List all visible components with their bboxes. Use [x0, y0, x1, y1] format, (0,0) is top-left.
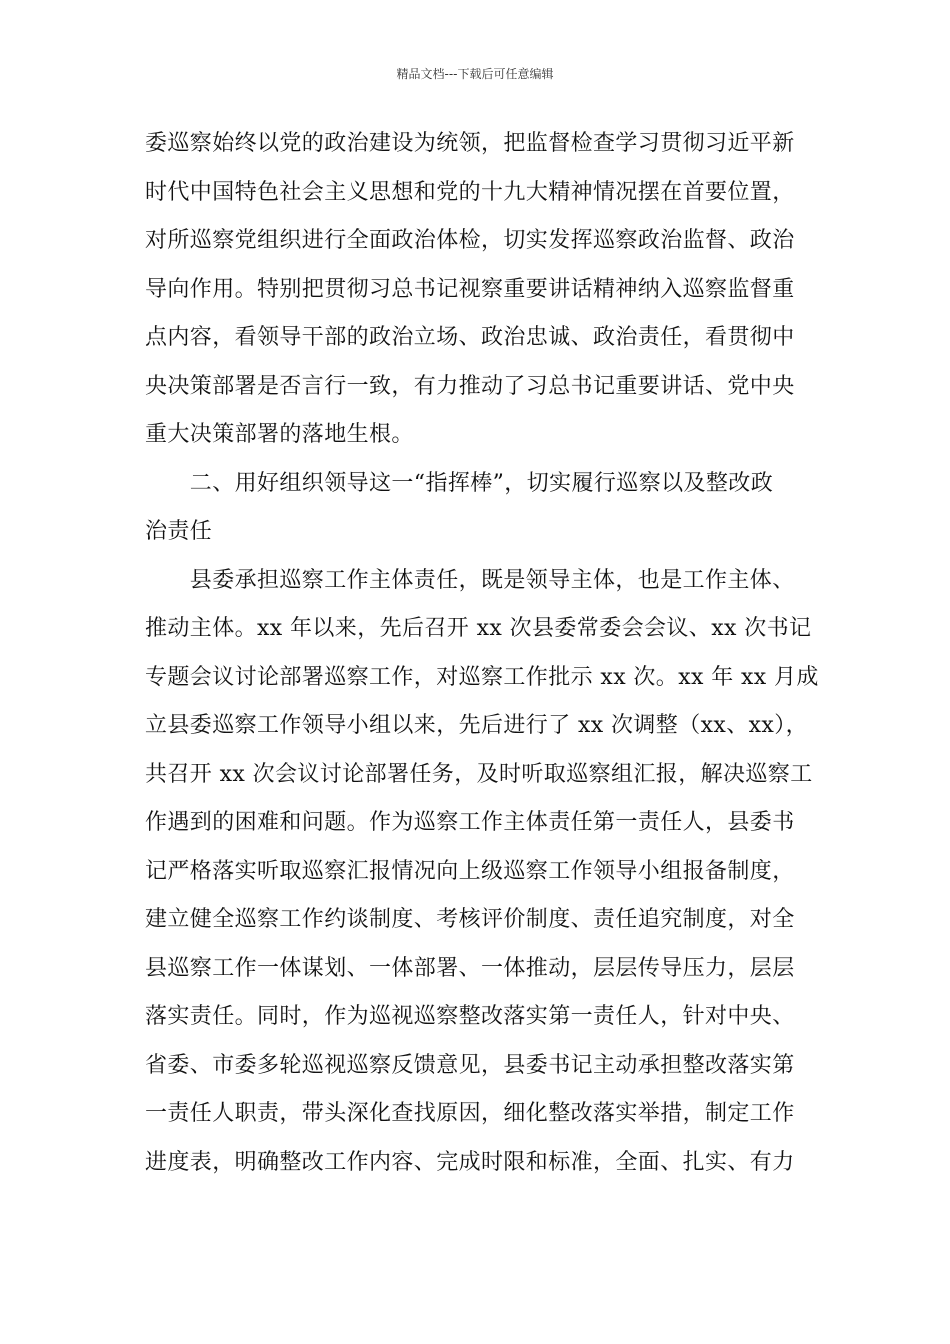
section-heading-line: 二、用好组织领导这一“指挥棒”，切实履行巡察以及整改政	[145, 470, 774, 496]
text-line: 落实责任。同时，作为巡视巡察整改落实第一责任人，针对中央、	[145, 1004, 795, 1029]
text-line: 点内容，看领导干部的政治立场、政治忠诚、政治责任，看贯彻中	[145, 325, 795, 350]
text-line: 专题会议讨论部署巡察工作，对巡察工作批示 xx 次。xx 年 xx 月成	[145, 664, 819, 690]
text-line: 对所巡察党组织进行全面政治体检，切实发挥巡察政治监督、政治	[145, 228, 795, 253]
text-line: 省委、市委多轮巡视巡察反馈意见，县委书记主动承担整改落实第	[145, 1052, 795, 1078]
text-line: 立县委巡察工作领导小组以来，先后进行了 xx 次调整（xx、xx），	[145, 713, 809, 738]
text-line: 推动主体。xx 年以来，先后召开 xx 次县委常委会会议、xx 次书记	[145, 616, 812, 641]
text-line: 央决策部署是否言行一致，有力推动了习总书记重要讲话、党中央	[145, 373, 795, 399]
text-line: 县巡察工作一体谋划、一体部署、一体推动，层层传导压力，层层	[145, 955, 795, 981]
text-line: 导向作用。特别把贯彻习总书记视察重要讲话精神纳入巡察监督重	[145, 276, 795, 302]
text-line: 县委承担巡察工作主体责任，既是领导主体，也是工作主体、	[145, 567, 795, 593]
text-line: 进度表，明确整改工作内容、完成时限和标准，全面、扎实、有力	[145, 1149, 795, 1175]
text-line: 作遇到的困难和问题。作为巡察工作主体责任第一责任人，县委书	[145, 810, 795, 835]
text-line: 共召开 xx 次会议讨论部署任务，及时听取巡察组汇报，解决巡察工	[145, 761, 813, 787]
document-body	[145, 128, 819, 1195]
text-line: 时代中国特色社会主义思想和党的十九大精神情况摆在首要位置，	[145, 179, 795, 205]
text-line: 重大决策部署的落地生根。	[145, 422, 414, 447]
text-line: 建立健全巡察工作约谈制度、考核评价制度、责任追究制度，对全	[145, 907, 795, 932]
page-header: 精品文档---下载后可任意编辑	[396, 67, 554, 81]
text-line: 委巡察始终以党的政治建设为统领，把监督检查学习贯彻习近平新	[145, 131, 795, 156]
section-heading-line: 治责任	[145, 519, 213, 544]
text-line: 记严格落实听取巡察汇报情况向上级巡察工作领导小组报备制度，	[145, 858, 795, 884]
text-line: 一责任人职责，带头深化查找原因，细化整改落实举措，制定工作	[145, 1101, 795, 1126]
